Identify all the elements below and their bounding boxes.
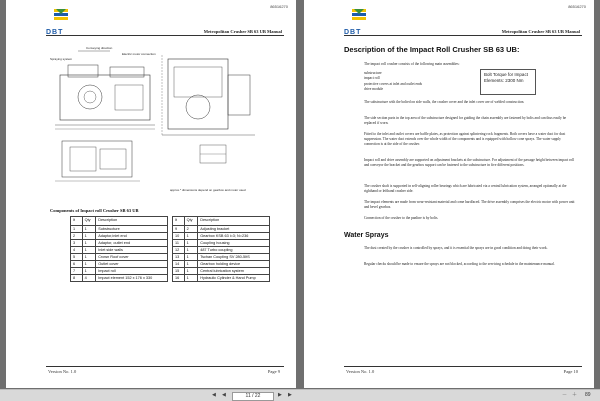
- logo-text: DBT: [344, 29, 362, 36]
- paragraph: The side section parts in the top area of the substructure designed for guiding the chain assembly are fastened by bolts and can thus easily be replaced if worn.: [364, 116, 567, 125]
- viewer-toolbar: [0, 389, 600, 401]
- cell: Gearbox KSB 63 i=3; N=236: [198, 233, 270, 240]
- header-description: Description: [198, 217, 270, 226]
- list-item: impact roll: [364, 76, 380, 81]
- cell: Tschan Coupling SV 280-5ItS: [198, 254, 270, 261]
- cell: 16: [173, 275, 185, 282]
- cell: 2: [71, 233, 83, 240]
- zoom-level[interactable]: 89: [585, 392, 591, 398]
- cell: 1: [184, 275, 198, 282]
- table-row: [173, 247, 270, 254]
- cell: Adjusting bracket: [198, 226, 270, 233]
- manual-title: Metropolitan Crusher SB 63 UB Manual: [501, 29, 580, 34]
- cell: Adaptor, outlet end: [96, 240, 168, 247]
- cell: Coupling housing: [198, 240, 270, 247]
- page-indicator[interactable]: 11 / 22: [232, 392, 274, 401]
- table-header-row: [173, 217, 270, 226]
- cell: Gearbox holding device: [198, 261, 270, 268]
- cell: Crown Roof cover: [96, 254, 168, 261]
- cell: Central lubrication system: [198, 268, 270, 275]
- crusher-drawing: [50, 45, 276, 195]
- table-row: [173, 268, 270, 275]
- cell: 13: [173, 254, 185, 261]
- footer-page-number: Page 10: [563, 369, 578, 374]
- cell: 14: [173, 261, 185, 268]
- cell: 1: [184, 233, 198, 240]
- logo-mark-icon: [352, 9, 366, 21]
- list-item: drive module: [364, 87, 384, 92]
- label-dimension-note: approx.* dimensions depend on gearbox and motor used: [170, 188, 246, 192]
- cell: 1: [71, 226, 83, 233]
- cell: 6: [71, 261, 83, 268]
- paragraph: The crusher shaft is supported in self-aligning roller bearings which are lubricated via a central lubrication system, arranged optionally at the righthand or lefthand crusher side.: [364, 184, 567, 193]
- components-table-right: [172, 216, 270, 282]
- water-sprays-heading: Water Sprays: [344, 232, 389, 239]
- cell: 1: [82, 233, 96, 240]
- cell: Outlet cover: [96, 261, 168, 268]
- table-row: [71, 254, 168, 261]
- cell: 11: [173, 240, 185, 247]
- cell: 1: [184, 247, 198, 254]
- table-row: [173, 240, 270, 247]
- table-row: [173, 254, 270, 261]
- table-caption: Components of Impact roll Crusher SB 63 UB: [50, 208, 139, 213]
- section-heading: Description of the Impact Roll Crusher SB 63 UB:: [344, 45, 520, 54]
- cell: 1: [82, 261, 96, 268]
- cell: 1: [184, 261, 198, 268]
- cell: 1: [82, 240, 96, 247]
- components-table-left: [70, 216, 168, 282]
- paragraph: The impact elements are made from wear-resistant material and come hardfaced. The drive assembly comprises the electric motor with power unit and bevel gearbox.: [364, 200, 575, 209]
- next-page-button[interactable]: ▶: [278, 392, 282, 398]
- header-it: It: [71, 217, 83, 226]
- paragraph: Impact roll and drive assembly are supported on adjustment brackets at the substructure. For adjustment of the passage height between impact roll and conveyor the bracket and the gearbox support can be fastened to the substructure in five different positions.: [364, 158, 575, 167]
- table-header-row: [71, 217, 168, 226]
- cell: 10: [173, 233, 185, 240]
- table-row: [71, 226, 168, 233]
- header-qty: Qty: [184, 217, 198, 226]
- list-item: substructure: [364, 71, 382, 75]
- right-page: [304, 0, 594, 388]
- table-row: [173, 233, 270, 240]
- table-row: [71, 275, 168, 282]
- label-spraying-system: Spraying system: [50, 57, 73, 61]
- cell: 487 Turbo coupling: [198, 247, 270, 254]
- intro-text: The impact roll crusher consists of the following main assemblies:: [364, 62, 460, 66]
- bolt-torque-note: Bolt Torque for Impact Elements: 2300 Nm: [480, 69, 536, 95]
- cell: 3: [71, 240, 83, 247]
- footer-version: Version No. 1.0: [346, 369, 375, 374]
- label-conveying-direction: Conveying direction: [86, 46, 113, 50]
- cell: 12: [173, 247, 185, 254]
- footer-version: Version No. 1.0: [48, 369, 77, 374]
- header-it: It: [173, 217, 185, 226]
- cell: Hydraulic Cylinder & Hand Pump: [198, 275, 270, 282]
- header-description: Description: [96, 217, 168, 226]
- paragraph: Regular checks should be made to ensure the sprays are not blocked, according to the servicing schedule in the maintenance manual.: [364, 262, 555, 266]
- logo-mark-icon: [54, 9, 68, 21]
- cell: Impact roll: [96, 268, 168, 275]
- table-row: [173, 275, 270, 282]
- left-page: [6, 0, 296, 388]
- cell: 1: [82, 226, 96, 233]
- cell: 1: [184, 254, 198, 261]
- cell: 1: [184, 268, 198, 275]
- header-rule: [46, 35, 284, 36]
- prev-page-icon[interactable]: ◀: [222, 392, 226, 398]
- next-page-icon[interactable]: ▶: [288, 392, 292, 398]
- zoom-out-button[interactable]: －: [562, 392, 568, 398]
- cell: Impact element 152 x 176 x 330: [96, 275, 168, 282]
- cell: 1: [82, 268, 96, 275]
- assembly-list: [364, 71, 422, 93]
- paragraph: The substructure with the bolted on side walls, the crusher cover and the inlet cover are of welded construction.: [364, 100, 525, 104]
- table-row: [71, 247, 168, 254]
- table-row: [173, 261, 270, 268]
- list-item: protective covers at inlet and outlet ends: [364, 81, 423, 86]
- footer-rule: [344, 366, 582, 367]
- manual-title: Metropolitan Crusher SB 63 UB Manual: [203, 29, 282, 34]
- cell: 8: [71, 275, 83, 282]
- header-qty: Qty: [82, 217, 96, 226]
- cell: 4: [71, 247, 83, 254]
- paragraph: Connection of the crusher to the panline is by bolts.: [364, 216, 439, 220]
- table-row: [173, 226, 270, 233]
- paragraph: The dust created by the crusher is controlled by sprays, and it is essential the sprays are in good condition and doing their work.: [364, 246, 548, 250]
- footer-rule: [46, 366, 284, 367]
- table-row: [71, 233, 168, 240]
- cell: Substructure: [96, 226, 168, 233]
- cell: 5: [71, 254, 83, 261]
- header-rule: [344, 35, 582, 36]
- table-row: [71, 261, 168, 268]
- cell: 2: [184, 226, 198, 233]
- doc-id: 86516270: [270, 4, 288, 9]
- table-row: [71, 240, 168, 247]
- label-electric-motor: Electric motor connection: [122, 52, 156, 56]
- cell: Inlet side walls: [96, 247, 168, 254]
- cell: 15: [173, 268, 185, 275]
- cell: 1: [184, 240, 198, 247]
- prev-page-button[interactable]: ◀: [212, 392, 216, 398]
- table-row: [71, 268, 168, 275]
- zoom-in-button[interactable]: ＋: [572, 392, 578, 398]
- cell: 1: [82, 247, 96, 254]
- cell: Adaptor,inlet end: [96, 233, 168, 240]
- cell: 1: [82, 254, 96, 261]
- cell: 7: [71, 268, 83, 275]
- paragraph: Fitted to the inlet and outlet covers are baffle plates, as protection against splintering rock fragments. Both covers have a water duct for dust suppression. The water duct extends over the whole width of the components and is equipped with hollow cone sprays. The water supply connection is at the side of the crusher.: [364, 132, 566, 146]
- cell: 9: [173, 226, 185, 233]
- doc-id: 86516270: [568, 4, 586, 9]
- cell: 4: [82, 275, 96, 282]
- footer-page-number: Page 9: [267, 369, 280, 374]
- logo-text: DBT: [46, 29, 64, 36]
